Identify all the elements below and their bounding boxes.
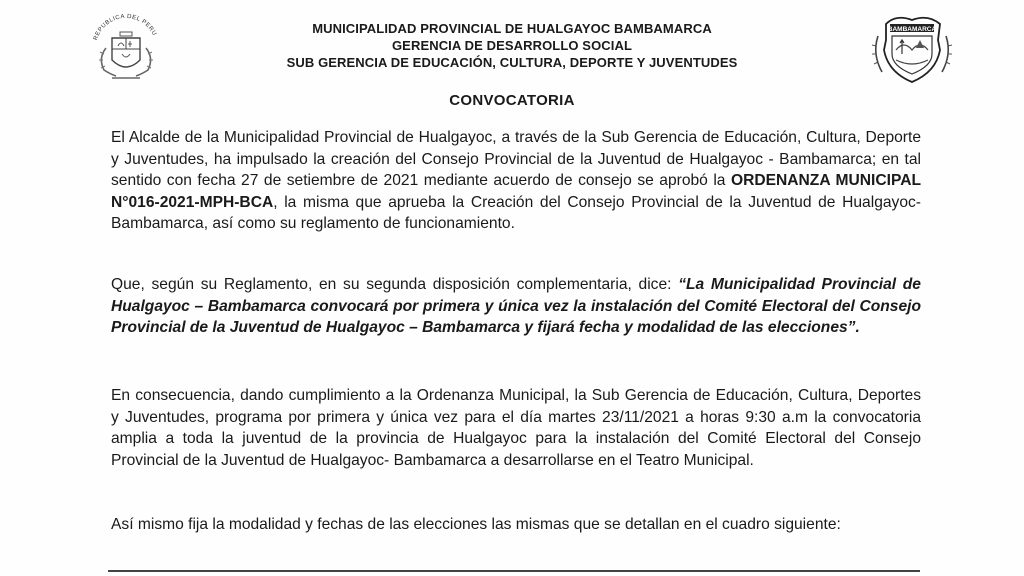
- document-title: CONVOCATORIA: [449, 92, 575, 109]
- letterhead-line-1: MUNICIPALIDAD PROVINCIAL DE HUALGAYOC BAMBAMARCA: [312, 21, 712, 36]
- paragraph-2-intro: Que, según su Reglamento, en su segunda disposición complementaria, dice:: [111, 276, 679, 293]
- shield-banner-text: BAMBAMARCA: [887, 26, 937, 33]
- paragraph-1-end: , la misma que aprueba la Creación del Consejo Provincial de la Juventud de Hualgayoc-Bambamarca, así como su reglamento de funcionamiento.: [111, 193, 921, 232]
- paragraph-4: Así mismo fija la modalidad y fechas de las elecciones las mismas que se detallan en el cuadro siguiente:: [111, 516, 841, 533]
- paragraph-1-intro: El Alcalde de la Municipalidad Provincial de Hualgayoc, a través de la Sub Gerencia de Educación, Cultura, Deporte y Juventudes, ha impulsado la creación del Consejo Provincial de la Juventud de Hualgayoc - Bambamarca; en tal sentido con fecha 27 de setiembre de 2021 mediante acuerdo de consejo se aprobó la: [111, 129, 921, 189]
- paragraph-1: [111, 127, 921, 235]
- letterhead-line-2: GERENCIA DE DESARROLLO SOCIAL: [391, 38, 633, 53]
- regulation-quote: “La Municipalidad Provincial de Hualgayoc – Bambamarca convocará por primera y única vez la instalación del Comité Electoral del Consejo Provincial de la Juventud de Hualgayoc – Bambamarca y fijará fecha y modalidad de las elecciones”.: [111, 276, 921, 336]
- letterhead-line-3: SUB GERENCIA DE EDUCACIÓN, CULTURA, DEPORTE Y JUVENTUDES: [286, 55, 738, 70]
- ordinance-reference: ORDENANZA MUNICIPAL N°016-2021-MPH-BCA: [111, 172, 921, 211]
- paragraph-3: En consecuencia, dando cumplimiento a la Ordenanza Municipal, la Sub Gerencia de Educación, Cultura, Deportes y Juventudes, programa por primera y única vez para el día martes 23/11/2021 a horas 9:30 a.m la convocatoria amplia a toda la juventud de la provincia de Hualgayoc para la instalación del Comité Electoral del Consejo Provincial de la Juventud de Hualgayoc- Bambamarca a desarrollarse en el Teatro Municipal.: [111, 387, 921, 469]
- letterhead: [0, 20, 1024, 71]
- crest-arc-text: REPUBLICA DEL PERU: [93, 13, 158, 42]
- table-top-border: [108, 570, 920, 572]
- paragraph-2: [111, 274, 921, 339]
